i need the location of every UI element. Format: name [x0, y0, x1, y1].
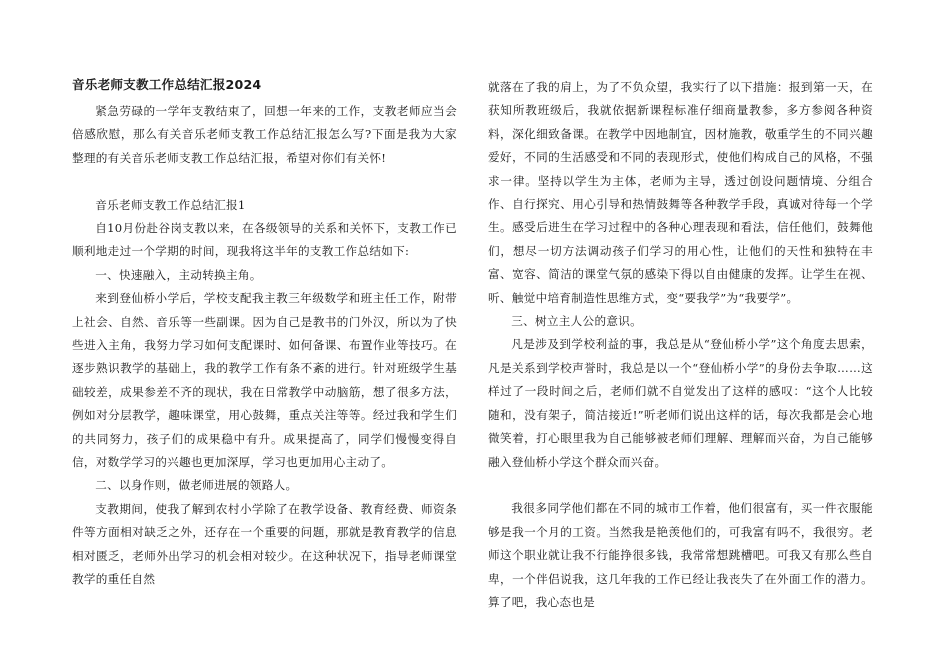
right-column: [488, 76, 873, 614]
left-column: [72, 76, 457, 592]
body-paragraph: 凡是涉及到学校利益的事，我总是从“登仙桥小学”这个角度去思索，凡是关系到学校声誉时，我总是以一个“登仙桥小学”的身份去争取……这样过了一段时间之后，老师们就不自觉发出了这样的感叹：“这个人比较随和，没有架子，简洁接近!”听老师们说出这样的话，每次我都是会心地微笑着，打心眼里我为自己能够被老师们理解、理解而兴奋，为自己能够融入登仙桥小学这个群众而兴奋。: [488, 337, 873, 469]
spacer: [488, 474, 873, 497]
document-title: 音乐老师支教工作总结汇报2024: [72, 77, 262, 92]
opening-paragraph: 自10月份赴谷岗支教以来，在各级领导的关系和关怀下，支教工作已顺利地走过一个学期的时间，现我将这半年的支教工作总结如下:: [72, 221, 457, 259]
body-paragraph-continued: 就落在了我的肩上，为了不负众望，我实行了以下措施：报到第一天，在获知所教班级后，我就依据新课程标准仔细商量教参，多方参阅各种资料，深化细致备课。在教学中因地制宜，因材施教，敬重学生的不同兴趣爱好，不同的生活感受和不同的表现形式，使他们构成自己的风格，不强求一律。坚持以学生为主体，老师为主导，透过创设问题情境、分组合作、自行探究、用心引导和热情鼓舞等各种教学手段，真诚对待每一个学生。感受后进生在学习过程中的各种心理表现和看法，信任他们，鼓舞他们，想尽一切方法调动孩子们学习的用心性，让他们的天性和独特在丰富、宽容、简洁的课堂气氛的感染下得以自由健康的发挥。让学生在视、听、触觉中培育制造性思维方式，变“要我学”为“我要学”。: [488, 80, 873, 305]
spacer: [72, 170, 457, 193]
heading-two: 二、以身作则，做老师进展的领路人。: [95, 478, 298, 493]
body-paragraph: 来到登仙桥小学后，学校支配我主教三年级数学和班主任工作，附带上社会、自然、音乐等一些副课。因为自己是教书的门外汉，所以为了快些进入主角，我努力学习如何支配课时、如何备课、布置作业等技巧。在逐步熟识教学的基础上，我的教学工作有条不紊的进行。针对班级学生基础较差，成果参差不齐的现状，我在日常教学中动脑筋，想了很多方法，例如对分层教学，趣味课堂，用心鼓舞，重点关注等等。经过我和学生们的共同努力，孩子们的成果稳中有升。成果提高了，同学们慢慢变得自信，对数学学习的兴趣也更加深厚，学习也更加用心主动了。: [72, 291, 457, 470]
heading-one: 一、快速融入，主动转换主角。: [95, 267, 262, 282]
body-paragraph: 支教期间，使我了解到农村小学除了在教学设备、教育经费、师资条件等方面相对缺乏之外，还存在一个重要的问题，那就是教育教学的信息相对匮乏，老师外出学习的机会相对较少。在这种状况下，指导老师课堂教学的重任自然: [72, 501, 457, 587]
section-subtitle: 音乐老师支教工作总结汇报1: [95, 197, 246, 212]
body-paragraph: 我很多同学他们都在不同的城市工作着，他们很富有，买一件衣服能够是我一个月的工资。当然我是艳羡他们的，可我富有吗不，我很穷。老师这个职业就让我不行能挣很多钱，我常常想跳槽吧。可我又有那么些自卑，一个伴侣说我，这几年我的工作已经让我丧失了在外面工作的潜力。算了吧，我心态也是: [488, 501, 873, 609]
heading-three: 三、树立主人公的意识。: [511, 314, 643, 329]
intro-paragraph: 紧急劳碌的一学年支教结束了，回想一年来的工作，支教老师应当会倍感欣慰，那么有关音乐老师支教工作总结汇报怎么写?下面是我为大家整理的有关音乐老师支教工作总结汇报，希望对你们有关怀!: [72, 104, 457, 165]
